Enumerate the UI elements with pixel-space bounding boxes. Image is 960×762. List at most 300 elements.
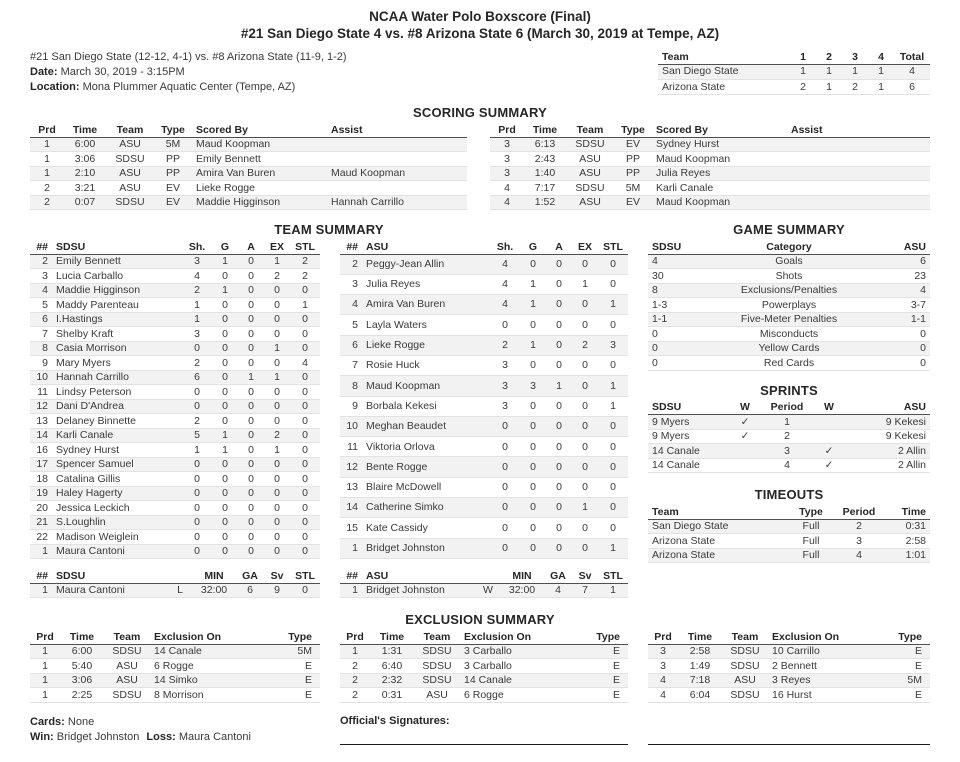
cell: 0 xyxy=(546,518,572,538)
cell: 2 Allin xyxy=(846,458,930,473)
column-header: Type xyxy=(280,630,320,644)
cell: 0 xyxy=(648,356,703,371)
cell: L xyxy=(168,583,192,598)
cell: 0 xyxy=(546,538,572,558)
cell: ✓ xyxy=(728,415,762,430)
column-header: EX xyxy=(264,240,290,254)
table-row xyxy=(340,688,628,703)
cell: 1 xyxy=(546,376,572,396)
header-row xyxy=(648,630,930,644)
table-row xyxy=(490,152,930,167)
cell: 6:04 xyxy=(678,688,722,703)
table-row xyxy=(648,415,930,430)
cell: Maud Koopman xyxy=(652,152,787,167)
column-header: Type xyxy=(154,123,192,137)
cell xyxy=(787,166,930,181)
cell: 3 xyxy=(490,355,520,375)
cell: 0 xyxy=(572,457,598,477)
cell: 0 xyxy=(520,477,546,497)
cell: 0 xyxy=(212,530,238,545)
column-header: ## xyxy=(30,240,52,254)
column-header: Period xyxy=(762,401,812,415)
cell: ✓ xyxy=(728,429,762,444)
cell: 0 xyxy=(212,515,238,530)
column-header: 2 xyxy=(816,50,842,64)
table-row xyxy=(648,298,930,313)
cell: 0 xyxy=(290,457,320,472)
table-row xyxy=(30,137,467,152)
table-row xyxy=(648,644,930,659)
cell: 0 xyxy=(290,312,320,327)
cell: EV xyxy=(614,137,652,152)
cell: 0 xyxy=(238,501,264,516)
cell: Red Cards xyxy=(703,356,875,371)
column-header: Exclusion On xyxy=(150,630,280,644)
column-header: ASU xyxy=(362,240,490,254)
cell: 0 xyxy=(520,254,546,274)
cell: 13 xyxy=(340,477,362,497)
column-header: Type xyxy=(890,630,930,644)
cell: 0 xyxy=(490,416,520,436)
cell: Karli Canale xyxy=(652,181,787,196)
cell: 1 xyxy=(520,335,546,355)
cell: Hannah Carrillo xyxy=(52,370,182,385)
cell: 4 xyxy=(875,283,930,298)
header-row xyxy=(30,569,320,583)
cell: 1:49 xyxy=(678,659,722,674)
table-row xyxy=(30,283,320,298)
game-date: March 30, 2019 - 3:15PM xyxy=(60,66,185,78)
cell: 14 Canale xyxy=(648,444,728,459)
cell: E xyxy=(588,644,628,659)
cell: 7 xyxy=(572,583,598,598)
cell: 2 xyxy=(340,688,370,703)
cell: 0 xyxy=(290,341,320,356)
cell: 4 xyxy=(490,274,520,294)
cell: Shelby Kraft xyxy=(52,327,182,342)
win-label: Win: xyxy=(30,730,54,743)
cell: SDSU xyxy=(722,688,768,703)
cell: 0 xyxy=(212,356,238,371)
cell: 0 xyxy=(546,457,572,477)
cell: 0 xyxy=(264,515,290,530)
cell: 14 xyxy=(340,498,362,518)
cell: 3 xyxy=(182,327,212,342)
column-header: Period xyxy=(834,505,884,519)
cell: 0 xyxy=(238,385,264,400)
cell: 0 xyxy=(182,530,212,545)
cell: 1 xyxy=(572,274,598,294)
cell: 0 xyxy=(238,515,264,530)
cell: 0 xyxy=(238,544,264,559)
cell: 0 xyxy=(520,416,546,436)
cell: 0 xyxy=(546,295,572,315)
column-header: Time xyxy=(64,123,106,137)
cell: 0 xyxy=(546,274,572,294)
column-header: A xyxy=(546,240,572,254)
scoring-table-right xyxy=(490,123,930,210)
cell: 0 xyxy=(520,437,546,457)
location-label: Location: xyxy=(30,81,80,93)
cell: 0 xyxy=(598,315,628,335)
cell: ASU xyxy=(414,688,460,703)
cell: 2 xyxy=(182,283,212,298)
cell: Borbala Kekesi xyxy=(362,396,490,416)
cell xyxy=(327,137,467,152)
column-header: Scored By xyxy=(652,123,787,137)
column-header: Team xyxy=(648,505,788,519)
column-header: Exclusion On xyxy=(768,630,890,644)
cell: 3:06 xyxy=(60,673,104,688)
cell: 0 xyxy=(264,486,290,501)
cell: 3 xyxy=(490,166,524,181)
cell: 0 xyxy=(490,437,520,457)
table-row xyxy=(340,396,628,416)
cell: 7:18 xyxy=(678,673,722,688)
cell: I.Hastings xyxy=(52,312,182,327)
cell: EV xyxy=(614,195,652,210)
cell: 0 xyxy=(490,477,520,497)
cell: San Diego State xyxy=(648,519,788,534)
cell: 1 xyxy=(572,498,598,518)
column-header: Prd xyxy=(340,630,370,644)
cell: 4 xyxy=(182,269,212,284)
cell: 0 xyxy=(572,295,598,315)
timeouts-table xyxy=(648,505,930,563)
cell: 1 xyxy=(598,295,628,315)
column-header xyxy=(168,569,192,583)
cell: SDSU xyxy=(566,181,614,196)
cell: 2:25 xyxy=(60,688,104,703)
cell: 6 xyxy=(236,583,264,598)
cell: 1 xyxy=(30,166,64,181)
column-header: Time xyxy=(370,630,414,644)
table-row xyxy=(658,64,930,79)
cell: SDSU xyxy=(414,659,460,674)
cell: ASU xyxy=(566,166,614,181)
cell: ASU xyxy=(106,181,154,196)
cell: Karli Canale xyxy=(52,428,182,443)
table-row xyxy=(340,518,628,538)
cell: 23 xyxy=(875,269,930,284)
cell: 1 xyxy=(868,64,894,79)
cell: 5M xyxy=(154,137,192,152)
cell: 0 xyxy=(264,356,290,371)
cell: 0 xyxy=(572,437,598,457)
cell: 1 xyxy=(598,583,628,598)
cell: 1 xyxy=(520,295,546,315)
cell: 0 xyxy=(212,472,238,487)
cell: 0 xyxy=(546,315,572,335)
cell xyxy=(787,181,930,196)
column-header: 1 xyxy=(790,50,816,64)
cell: 3 xyxy=(490,152,524,167)
cell: 1:52 xyxy=(524,195,566,210)
cell: 0 xyxy=(182,501,212,516)
cell xyxy=(787,195,930,210)
column-header: Team xyxy=(566,123,614,137)
column-header xyxy=(476,569,500,583)
cell xyxy=(787,137,930,152)
cell: 1 xyxy=(30,644,60,659)
table-row xyxy=(30,515,320,530)
table-row xyxy=(30,356,320,371)
cell: 0 xyxy=(212,399,238,414)
table-row xyxy=(648,673,930,688)
cell: E xyxy=(280,659,320,674)
table-row xyxy=(30,457,320,472)
cell: 0 xyxy=(520,315,546,335)
cell: Amira Van Buren xyxy=(192,166,327,181)
column-header: GA xyxy=(236,569,264,583)
cell: 8 xyxy=(30,341,52,356)
cell: E xyxy=(588,688,628,703)
signatures-block-2 xyxy=(648,715,930,745)
cell: 2 xyxy=(340,254,362,274)
cell: 1 xyxy=(30,688,60,703)
header-row xyxy=(648,505,930,519)
table-row xyxy=(30,399,320,414)
cell: E xyxy=(280,673,320,688)
cell: 32:00 xyxy=(192,583,236,598)
game-summary-table xyxy=(648,240,930,371)
table-row xyxy=(30,583,320,598)
table-row xyxy=(648,341,930,356)
cell: 0 xyxy=(546,355,572,375)
goalie-tables xyxy=(30,569,628,598)
cell: 0 xyxy=(238,486,264,501)
column-header: W xyxy=(812,401,846,415)
column-header: STL xyxy=(598,569,628,583)
table-row xyxy=(30,673,320,688)
cell: 0 xyxy=(546,335,572,355)
cell: 3 xyxy=(762,444,812,459)
cell: 0 xyxy=(598,518,628,538)
cell: Amira Van Buren xyxy=(362,295,490,315)
column-header: Type xyxy=(788,505,834,519)
cell: San Diego State xyxy=(658,64,790,79)
cell: 1 xyxy=(340,583,362,598)
cell: 9 xyxy=(264,583,290,598)
cell: 0 xyxy=(212,457,238,472)
cell: 0 xyxy=(598,355,628,375)
cell: Bridget Johnston xyxy=(362,583,476,598)
cell: 0 xyxy=(264,530,290,545)
cell: 0 xyxy=(182,385,212,400)
cell: 9 xyxy=(30,356,52,371)
scoring-summary-tables xyxy=(30,123,930,210)
cell: 3 xyxy=(30,269,52,284)
cell: 0 xyxy=(238,298,264,313)
cell: Maud Koopman xyxy=(362,376,490,396)
cell: EV xyxy=(154,195,192,210)
cell: 0 xyxy=(572,315,598,335)
cell: 0 xyxy=(212,327,238,342)
table-row xyxy=(340,538,628,558)
cell: Arizona State xyxy=(648,548,788,563)
sdsu-player-table xyxy=(30,240,320,559)
cell: 7 xyxy=(340,355,362,375)
cell: Maddy Parenteau xyxy=(52,298,182,313)
column-header: Assist xyxy=(327,123,467,137)
sprints-section xyxy=(648,383,930,474)
cell: 6 xyxy=(30,312,52,327)
cell: 4 xyxy=(490,181,524,196)
cell: PP xyxy=(614,152,652,167)
cell: 1 xyxy=(816,64,842,79)
cell: 7 xyxy=(30,327,52,342)
cell: 6:00 xyxy=(60,644,104,659)
cell: 2:58 xyxy=(678,644,722,659)
cell: 0 xyxy=(598,498,628,518)
cell: Maud Koopman xyxy=(327,166,467,181)
cell: Lieke Rogge xyxy=(362,335,490,355)
score-by-period-table xyxy=(658,50,930,95)
cards-line xyxy=(30,715,320,730)
table-row xyxy=(648,327,930,342)
cell: 1 xyxy=(30,544,52,559)
date-label: Date: xyxy=(30,66,58,78)
table-row xyxy=(648,688,930,703)
timeouts-title: TIMEOUTS xyxy=(754,487,824,502)
main-section xyxy=(30,222,930,598)
cell: 1 xyxy=(212,283,238,298)
table-row xyxy=(340,477,628,497)
column-header: SDSU xyxy=(52,569,168,583)
column-header: ## xyxy=(340,240,362,254)
cell: 0 xyxy=(572,538,598,558)
table-row xyxy=(648,254,930,269)
cell: 2 xyxy=(264,428,290,443)
cell: 12 xyxy=(30,399,52,414)
signature-line-1 xyxy=(340,744,628,745)
cell: 2 xyxy=(834,519,884,534)
table-row xyxy=(30,414,320,429)
table-row xyxy=(340,457,628,477)
table-row xyxy=(490,181,930,196)
cell: 4 xyxy=(490,195,524,210)
cell: Julia Reyes xyxy=(362,274,490,294)
cell: 3 xyxy=(520,376,546,396)
cell: 0 xyxy=(264,414,290,429)
column-header: SDSU xyxy=(648,401,728,415)
cell: 0 xyxy=(290,414,320,429)
cell: 1-1 xyxy=(648,312,703,327)
cell: Maura Cantoni xyxy=(52,544,182,559)
column-header: Total xyxy=(894,50,930,64)
table-row xyxy=(340,274,628,294)
cell: 1 xyxy=(520,274,546,294)
cell: 1 xyxy=(30,137,64,152)
cell: 0 xyxy=(598,457,628,477)
cell: Peggy-Jean Allin xyxy=(362,254,490,274)
cell: 2 xyxy=(290,254,320,269)
cell: 30 xyxy=(648,269,703,284)
column-header: 4 xyxy=(868,50,894,64)
game-matchup: #21 San Diego State (12-12, 4-1) vs. #8 Arizona State (11-9, 1-2) xyxy=(30,51,347,63)
column-header: Team xyxy=(106,123,154,137)
cell: 3-7 xyxy=(875,298,930,313)
cell: 1 xyxy=(868,79,894,94)
table-row xyxy=(490,137,930,152)
cell: 0 xyxy=(598,254,628,274)
game-info xyxy=(30,50,347,95)
cell: 1 xyxy=(264,443,290,458)
cell xyxy=(728,458,762,473)
cell: 0 xyxy=(238,443,264,458)
column-header: Type xyxy=(614,123,652,137)
column-header: Time xyxy=(678,630,722,644)
asu-player-table xyxy=(340,240,628,559)
header-row xyxy=(340,240,628,254)
result-notes xyxy=(30,715,320,745)
cell: SDSU xyxy=(414,644,460,659)
column-header: ## xyxy=(30,569,52,583)
cell: 2 xyxy=(790,79,816,94)
cell: 1 xyxy=(212,443,238,458)
cell: 2 xyxy=(490,335,520,355)
cell: 3 Carballo xyxy=(460,644,588,659)
column-header: Assist xyxy=(787,123,930,137)
cell: Full xyxy=(788,519,834,534)
exclusion-table-1 xyxy=(30,630,320,703)
cell: 0 xyxy=(546,498,572,518)
table-row xyxy=(648,548,930,563)
cell: 1 xyxy=(790,64,816,79)
cell: Catherine Simko xyxy=(362,498,490,518)
cell: 6 Rogge xyxy=(150,659,280,674)
exclusion-table-3 xyxy=(648,630,930,703)
cell: 1 xyxy=(182,312,212,327)
cell xyxy=(327,152,467,167)
cell: 4 xyxy=(490,295,520,315)
cell: PP xyxy=(614,166,652,181)
cell: 6 xyxy=(875,254,930,269)
cell: 6 xyxy=(182,370,212,385)
cell: 2 xyxy=(290,269,320,284)
column-header: Prd xyxy=(490,123,524,137)
cell: 0 xyxy=(290,544,320,559)
table-row xyxy=(340,498,628,518)
column-header: G xyxy=(212,240,238,254)
cell: 2:58 xyxy=(884,534,930,549)
cell: Lieke Rogge xyxy=(192,181,327,196)
column-header: Scored By xyxy=(192,123,327,137)
table-row xyxy=(340,295,628,315)
cell: 0 xyxy=(490,498,520,518)
cell: 0 xyxy=(264,283,290,298)
table-row xyxy=(340,315,628,335)
cell: Hannah Carrillo xyxy=(327,195,467,210)
cell: Spencer Samuel xyxy=(52,457,182,472)
cell: Shots xyxy=(703,269,875,284)
cell: 3 Reyes xyxy=(768,673,890,688)
cell: 0 xyxy=(520,538,546,558)
cell: 1 xyxy=(264,341,290,356)
column-header: STL xyxy=(290,569,320,583)
table-row xyxy=(30,428,320,443)
team-summary-section xyxy=(30,222,628,598)
column-header: MIN xyxy=(500,569,544,583)
cell: 4 xyxy=(544,583,572,598)
cell: 20 xyxy=(30,501,52,516)
column-header: Prd xyxy=(30,123,64,137)
cell: 1 xyxy=(212,254,238,269)
cell: ASU xyxy=(104,673,150,688)
loss-value: Maura Cantoni xyxy=(178,730,251,743)
table-row xyxy=(340,335,628,355)
cell: 0 xyxy=(572,355,598,375)
